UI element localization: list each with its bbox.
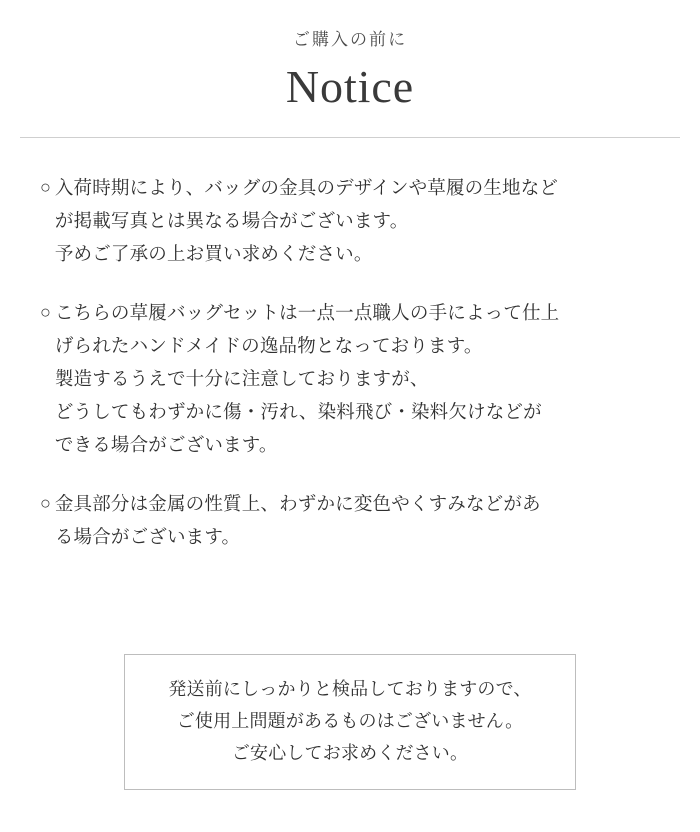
bullet-circle-icon: ○ [40,302,51,323]
callout-line: 発送前にしっかりと検品しておりますので、 [168,679,532,699]
list-item [40,297,660,462]
callout-line: ご安心してお求めください。 [231,743,469,764]
assurance-callout [124,654,576,790]
bullet-circle-icon: ○ [40,177,51,198]
list-item-line: できる場合がございます。 [54,433,278,455]
list-item-line: 金具部分は金属の性質上、わずかに変色やくすみなどがあ [54,492,541,514]
list-item-line: る場合がございます。 [54,525,241,547]
page-header [0,0,700,138]
list-item-line: げられたハンドメイドの逸品物となっております。 [54,334,483,356]
bullet-circle-icon: ○ [40,492,51,513]
notice-list [40,138,660,553]
page-title: Notice [285,60,415,112]
list-item-line: が掲載写真とは異なる場合がございます。 [54,210,409,232]
list-item-body [55,297,660,462]
list-item-line: 製造するうえで十分に注意しておりますが、 [54,367,429,389]
list-item [40,488,660,554]
list-item-line: こちらの草履バッグセットは一点一点職人の手によって仕上 [54,302,560,324]
callout-line: ご使用上問題があるものはございません。 [176,711,524,732]
list-item-line: 予めご了承の上お買い求めください。 [54,243,373,265]
list-item-line: 入荷時期により、バッグの金具のデザインや草履の生地など [54,177,559,199]
list-item-body [55,488,660,554]
list-item-line: どうしてもわずかに傷・汚れ、染料飛び・染料欠けなどが [54,400,542,422]
list-item-body [55,172,660,271]
page-subtitle: ご購入の前に [292,30,408,49]
list-item [40,172,660,271]
